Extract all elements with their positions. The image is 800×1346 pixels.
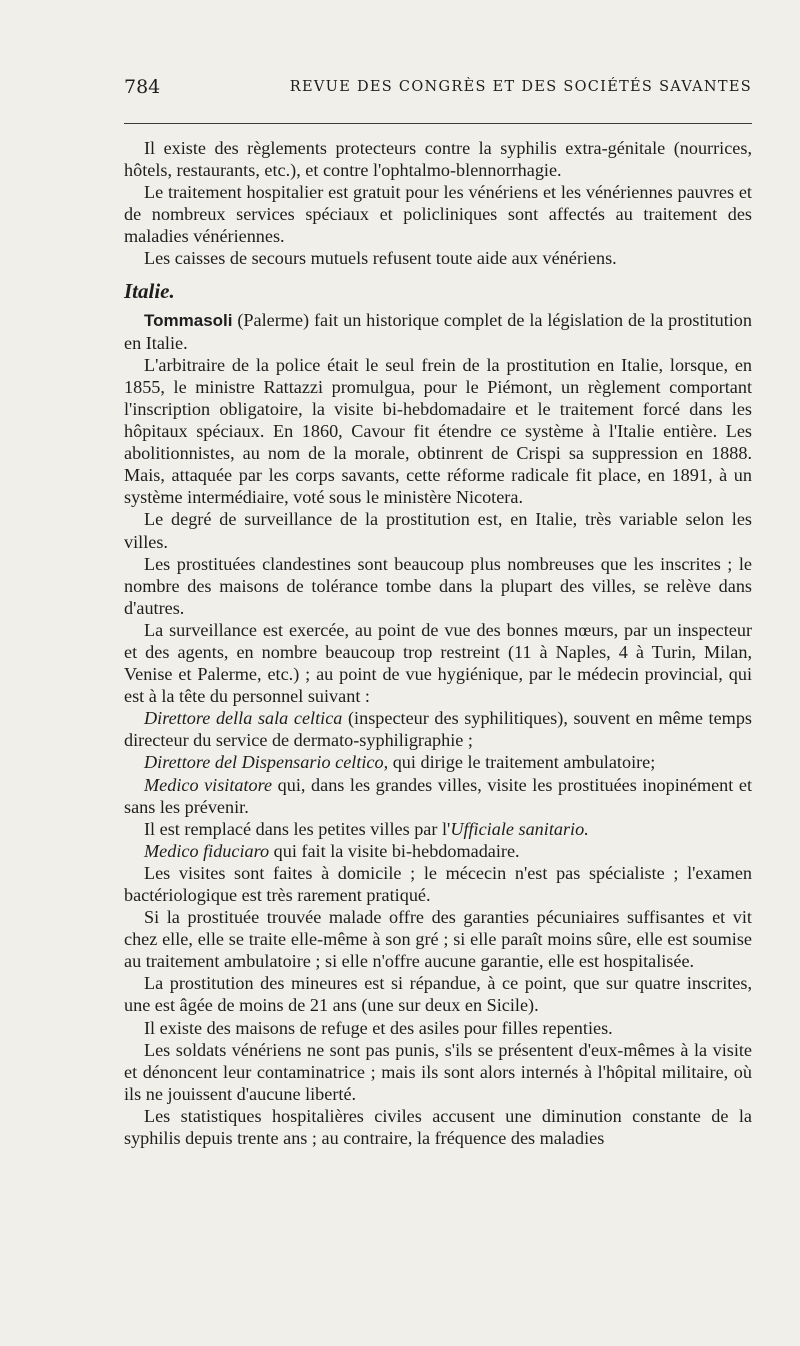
paragraph-direttore-sala: Direttore della sala celtica (inspecteur des syphilitiques), souvent en même temps directeur du service de dermato-syphiligraphie ; [124,708,752,751]
paragraph-guarantees: Si la prostituée trouvée malade offre des garanties pécuniaires suffisantes et vit chez elle, elle se traite elle-même à son gré ; si elle paraît moins sûre, elle est soumise au traitement ambulatoire ; si elle n'offre aucune garantie, elle est hospitalisée. [124,907,752,972]
paragraph-syphilis-rules: Il existe des règlements protecteurs contre la syphilis extra-génitale (nourrices, hôtels, restaurants, etc.), et contre l'ophtalmo-blennorrhagie. [124,138,752,181]
italic-term: Direttore della sala celtica [144,708,343,729]
paragraph-clandestine: Les prostituées clandestines sont beaucoup plus nombreuses que les inscrites ; le nombre des maisons de tolérance tombe dans la plupart des villes, se relève dans d'autres. [124,553,752,618]
italic-term: Direttore del Dispensario celtico, [144,752,389,773]
paragraph-medico-fiduciaro: Medico fiduciaro qui fait la visite bi-hebdomadaire. [144,840,520,861]
section-title-italie: Italie. [124,278,175,303]
paragraph-soldiers: Les soldats vénériens ne sont pas punis, s'ils se présentent d'eux-mêmes à la visite et dénoncent leur contaminatrice ; mais ils sont alors internés à l'hôpital militaire, où ils ne jouissent d'aucune liberté. [124,1039,752,1104]
paragraph-statistics: Les statistiques hospitalières civiles accusent une diminution constante de la syphilis depuis trente ans ; au contraire, la fréquence des maladies [124,1105,752,1149]
page-header [124,76,752,106]
body-text [124,137,752,1149]
paragraph-surveillance-staff: La surveillance est exercée, au point de vue des bonnes mœurs, par un inspecteur et des agents, en nombre beaucoup trop restreint (11 à Naples, 4 à Turin, Milan, Venise et Palerme, etc.) ; au point de vue hygiénique, par le médecin provincial, qui est à la tête du personnel suivant : [124,619,752,707]
paragraph-hospital-treatment: Le traitement hospitalier est gratuit pour les vénériens et les vénériennes pauvres et de nombreux services spéciaux et policliniques sont affectés au traitement des maladies vénériennes. [124,182,752,247]
paragraph-home-visits: Les visites sont faites à domicile ; le mécecin n'est pas spécialiste ; l'examen bactériologique est très rarement pratiqué. [124,862,752,905]
paragraph-mutual-aid: Les caisses de secours mutuels refusent toute aide aux vénériens. [144,248,617,269]
paragraph-direttore-dispensario: Direttore del Dispensario celtico, qui dirige le traitement ambulatoire; [144,752,656,773]
paragraph-refuges: Il existe des maisons de refuge et des asiles pour filles repenties. [144,1017,613,1038]
paragraph-ufficiale: Il est remplacé dans les petites villes par l'Ufficiale sanitario. [144,818,589,839]
paragraph-minors: La prostitution des mineures est si répandue, à ce point, que sur quatre inscrites, une est âgée de moins de 21 ans (une sur deux en Sicile). [124,973,752,1016]
author-name: Tommasoli [144,310,233,330]
paragraph-police-history: L'arbitraire de la police était le seul frein de la prostitution en Italie, lorsque, en 1855, le ministre Rattazzi promulgua, pour le Piémont, un règlement comportant l'inscription obligatoire, la visite bi-hebdomadaire et le traitement forcé dans les hôpitaux spéciaux. En 1860, Cavour fit étendre ce système à l'Italie entière. Les abolitionnistes, au nom de la morale, obtinrent de Crispi sa suppression en 1888. Mais, attaquée par les corps savants, cette réforme radicale fit place, en 1891, à un système intermédiaire, voté sous le ministère Nicotera. [124,354,752,508]
running-title: REVUE DES CONGRÈS ET DES SOCIÉTÉS SAVANTES [289,79,752,95]
header-rule [124,123,752,124]
paragraph-medico-visitatore: Medico visitatore qui, dans les grandes villes, visite les prostituées inopinément et sans les prévenir. [124,774,752,817]
italic-term: Medico fiduciaro [144,840,270,861]
paragraph-surveillance-degree: Le degré de surveillance de la prostitution est, en Italie, très variable selon les villes. [124,509,752,552]
italic-term: Ufficiale sanitario. [450,818,589,839]
italic-term: Medico visitatore [144,774,273,795]
paragraph-tommasoli [124,309,752,354]
paragraph-tommasoli-text: (Palerme) fait un historique complet de la législation de la prostitution en Italie. [124,309,752,353]
page-number: 784 [124,76,161,98]
